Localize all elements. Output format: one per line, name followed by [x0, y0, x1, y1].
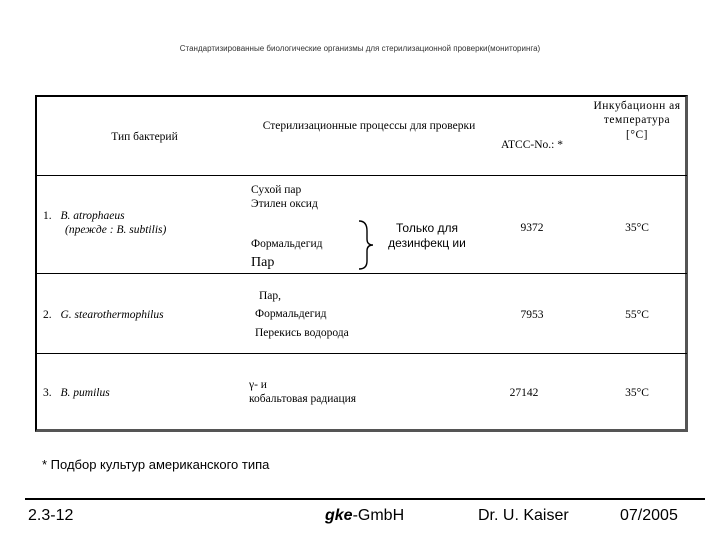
header-atcc: ATCC-No.: *	[501, 139, 563, 151]
row1-organism-name: B. atrophaeus	[60, 210, 125, 222]
row2-process-peroxide: Перекись водорода	[255, 326, 349, 339]
row1-organism-note: (прежде : B. subtilis)	[65, 224, 167, 237]
curly-brace-icon	[355, 219, 385, 271]
row1-process-ethylene: Этилен оксид	[251, 198, 318, 211]
footer-divider	[25, 498, 705, 500]
header-processes: Стерилизационные процессы для проверки	[262, 120, 476, 132]
row2-atcc: 7953	[520, 309, 544, 321]
row2-process	[255, 287, 349, 342]
row2-organism-name: G. stearothermophilus	[60, 309, 164, 321]
row3-organism-num: 3.	[43, 387, 52, 399]
row3-atcc: 27142	[509, 387, 539, 399]
row1-process-steam: Пар	[251, 255, 275, 270]
company-name-rest: -GmbH	[352, 507, 405, 524]
row1-atcc: 9372	[520, 222, 544, 234]
row-divider	[37, 175, 687, 176]
company-name	[325, 507, 404, 525]
date: 07/2005	[620, 507, 678, 524]
row3-process	[249, 378, 356, 407]
organisms-table	[35, 95, 688, 432]
row1-organism-num: 1.	[43, 210, 52, 222]
row3-process-gamma: γ- и	[249, 379, 267, 391]
row1-process-top	[251, 183, 318, 212]
row2-organism	[43, 308, 243, 322]
slide-number: 2.3-12	[28, 507, 74, 524]
row3-temp: 35°C	[625, 387, 649, 399]
author: Dr. U. Kaiser	[478, 507, 569, 524]
row2-temp: 55°C	[625, 309, 649, 321]
row2-process-formaldehyde: Формальдегид	[255, 308, 327, 321]
row3-organism	[43, 386, 243, 400]
row-divider	[37, 353, 687, 354]
row2-process-steam: Пар,	[259, 290, 282, 302]
row1-organism	[43, 209, 233, 238]
page-title: Стандартизированные биологические организмы для стерилизационной проверки(мониторинга)	[179, 44, 541, 53]
row3-process-cobalt: кобальтовая радиация	[249, 393, 357, 406]
header-bacteria-type: Тип бактерий	[111, 131, 178, 143]
row1-process-formaldehyde: Формальдегид	[251, 238, 323, 250]
row1-temp: 35°C	[625, 222, 649, 234]
company-name-italic: gke	[325, 507, 353, 524]
header-incubation: Инкубационн ая температура [°C]	[593, 100, 681, 141]
row2-organism-num: 2.	[43, 309, 52, 321]
row-divider	[37, 273, 687, 274]
footnote: * Подбор культур американского типа	[42, 457, 270, 472]
row1-process-dry-steam: Сухой пар	[251, 184, 302, 196]
row1-disinfection-note: Только для дезинфекц ии	[388, 221, 466, 250]
row3-organism-name: B. pumilus	[60, 387, 110, 399]
